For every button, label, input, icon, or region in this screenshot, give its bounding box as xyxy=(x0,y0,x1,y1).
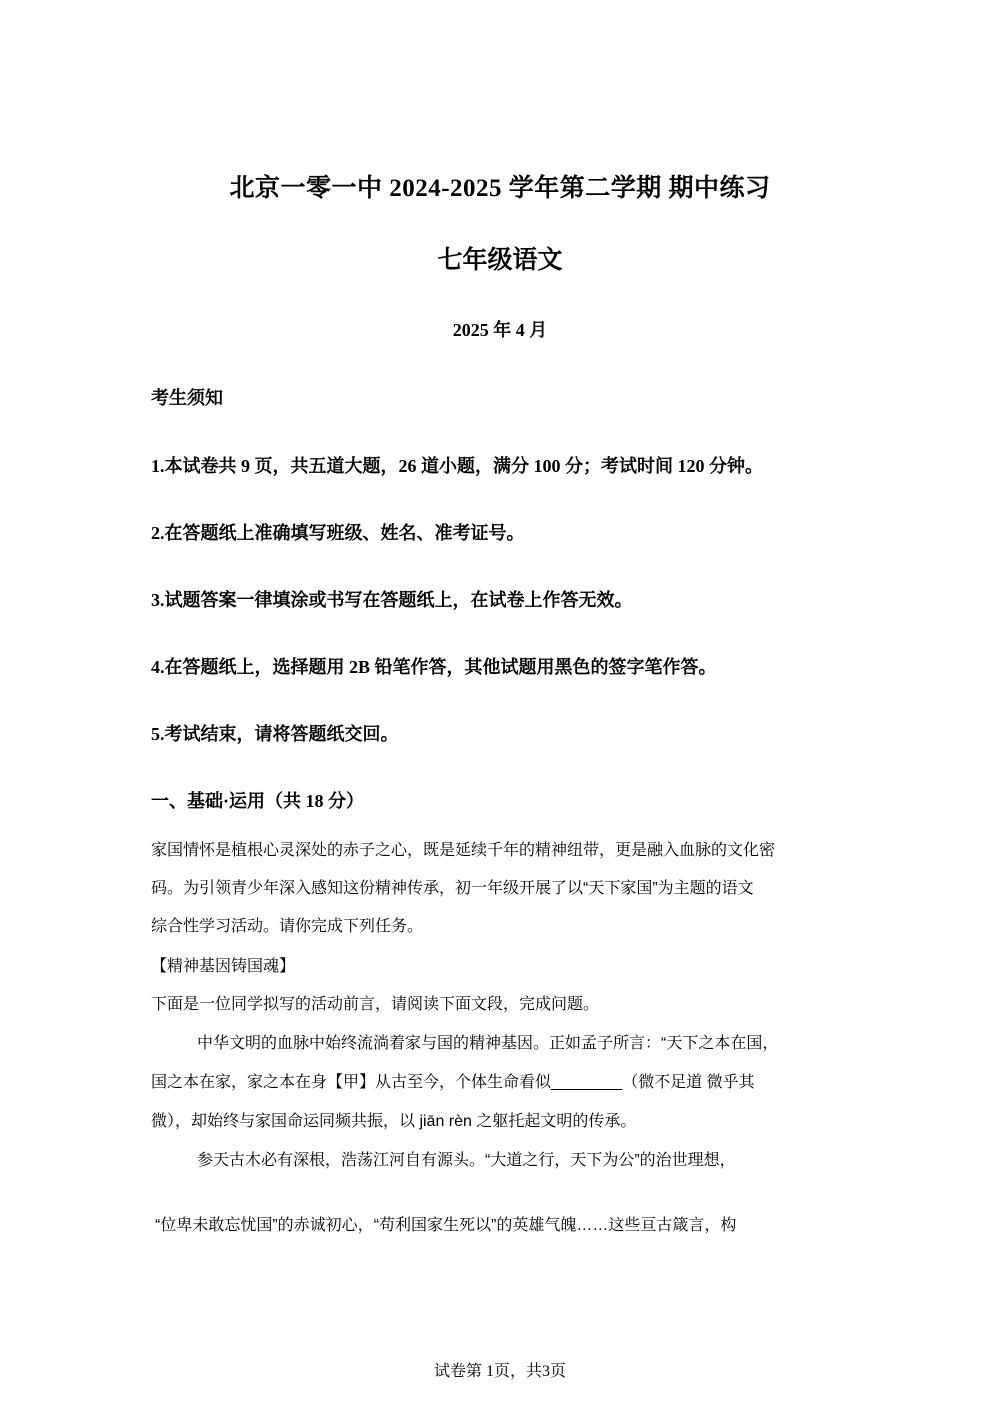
passage-line-5: “位卑未敢忘忧国”的赤诚初心，“苟利国家生死以”的英雄气魄……这些亘古箴言，构 xyxy=(155,1217,737,1234)
passage-line-1: 中华文明的血脉中始终流淌着家与国的精神基因。正如孟子所言：“天下之本在国， xyxy=(197,1035,779,1052)
subsection-heading: 【精神基因铸国魂】 xyxy=(151,958,296,975)
notice-rule-1: 1.本试卷共 9 页，共五道大题，26 道小题，满分 100 分；考试时间 120 分钟。 xyxy=(151,456,763,476)
notice-rule-5: 5.考试结束，请将答题纸交回。 xyxy=(151,724,399,744)
section-heading: 一、基础·运用（共 18 分） xyxy=(151,791,365,811)
task-instruction: 下面是一位同学拟写的活动前言，请阅读下面文段，完成问题。 xyxy=(151,996,600,1013)
exam-title: 北京一零一中 2024-2025 学年第二学期 期中练习 xyxy=(229,175,771,202)
notice-rule-3: 3.试题答案一律填涂或书写在答题纸上，在试卷上作答无效。 xyxy=(151,590,633,610)
notice-rule-4: 4.在答题纸上，选择题用 2B 铅笔作答，其他试题用黑色的签字笔作答。 xyxy=(151,657,717,677)
exam-date: 2025 年 4 月 xyxy=(452,320,548,340)
intro-line-3: 综合性学习活动。请你完成下列任务。 xyxy=(151,918,424,935)
passage-line-3: 微），却始终与家国命运同频共振，以 jiān rèn 之躯托起文明的传承。 xyxy=(151,1113,637,1130)
intro-line-2: 码。为引领青少年深入感知这份精神传承，初一年级开展了以“天下家国”为主题的语文 xyxy=(151,880,754,897)
notice-rule-2: 2.在答题纸上准确填写班级、姓名、准考证号。 xyxy=(151,523,525,543)
page-footer: 试卷第 1页，共3页 xyxy=(433,1363,566,1380)
passage-line-2: 国之本在家，家之本在身【甲】从古至今，个体生命看似________（微不足道 微乎其 xyxy=(151,1074,755,1091)
intro-line-1: 家国情怀是植根心灵深处的赤子之心，既是延续千年的精神纽带，更是融入血脉的文化密 xyxy=(151,842,776,859)
notice-heading: 考生须知 xyxy=(151,388,223,408)
passage-line-4: 参天古木必有深根，浩荡江河自有源头。“大道之行，天下为公”的治世理想， xyxy=(197,1152,736,1169)
exam-subtitle: 七年级语文 xyxy=(437,247,563,274)
